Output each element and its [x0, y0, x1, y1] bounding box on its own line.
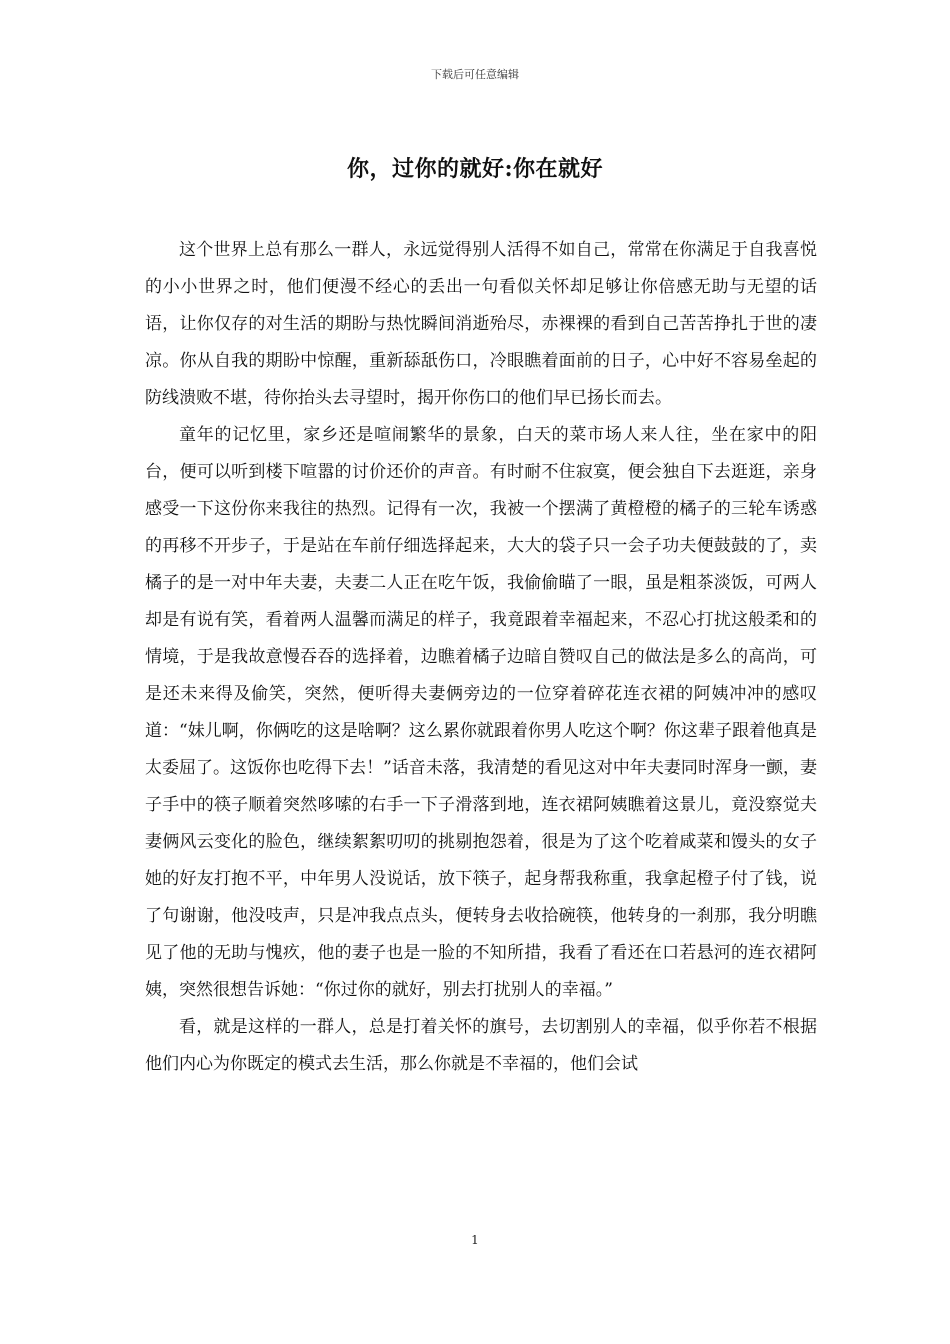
header-note: 下载后可任意编辑 — [431, 68, 519, 81]
document-title: 你，过你的就好:你在就好 — [346, 156, 604, 182]
paragraph: 这个世界上总有那么一群人，永远觉得别人活得不如自己，常常在你满足于自我喜悦的小小世界之时，他们便漫不经心的丢出一句看似关怀却足够让你倍感无助与无望的话语，让你仅存的对生活的期盼与热忱瞬间消逝殆尽，赤裸裸的看到自己苦苦挣扎于世的凄凉。你从自我的期盼中惊醒，重新舔舐伤口，冷眼瞧着面前的日子，心中好不容易垒起的防线溃败不堪，待你抬头去寻望时，揭开你伤口的他们早已扬长而去。 — [145, 240, 817, 408]
paragraph: 看，就是这样的一群人，总是打着关怀的旗号，去切割别人的幸福，似乎你若不根据他们内心为你既定的模式去生活，那么你就是不幸福的，他们会试 — [145, 1017, 817, 1074]
paragraph: 童年的记忆里，家乡还是喧闹繁华的景象，白天的菜市场人来人往，坐在家中的阳台，便可以听到楼下喧嚣的讨价还价的声音。有时耐不住寂寞，便会独自下去逛逛，亲身感受一下这份你来我往的热烈。记得有一次，我被一个摆满了黄橙橙的橘子的三轮车诱惑的再移不开步子，于是站在车前仔细选择起来，大大的袋子只一会子功夫便鼓鼓的了，卖橘子的是一对中年夫妻，夫妻二人正在吃午饭，我偷偷瞄了一眼，虽是粗茶淡饭，可两人却是有说有笑，看着两人温馨而满足的样子，我竟跟着幸福起来，不忍心打扰这般柔和的情境，于是我故意慢吞吞的选择着，边瞧着橘子边暗自赞叹自己的做法是多么的高尚，可是还未来得及偷笑，突然，便听得夫妻俩旁边的一位穿着碎花连衣裙的阿姨冲冲的感叹道：“妹儿啊，你俩吃的这是啥啊？这么累你就跟着你男人吃这个啊？你这辈子跟着他真是太委屈了。这饭你也吃得下去！”话音未落，我清楚的看见这对中年夫妻同时浑身一颤，妻子手中的筷子顺着突然哆嗦的右手一下子滑落到地，连衣裙阿姨瞧着这景儿，竟没察觉夫妻俩风云变化的脸色，继续絮絮叨叨的挑剔抱怨着，很是为了这个吃着咸菜和馒头的女子她的好友打抱不平，中年男人没说话，放下筷子，起身帮我称重，我拿起橙子付了钱，说了句谢谢，他没吱声，只是冲我点点头，便转身去收拾碗筷，他转身的一刹那，我分明瞧见了他的无助与愧疚，他的妻子也是一脸的不知所措，我看了看还在口若悬河的连衣裙阿姨，突然很想告诉她：“你过你的就好，别去打扰别人的幸福。” — [145, 425, 817, 1000]
document-body — [145, 232, 817, 1083]
page-number: 1 — [471, 1233, 479, 1247]
